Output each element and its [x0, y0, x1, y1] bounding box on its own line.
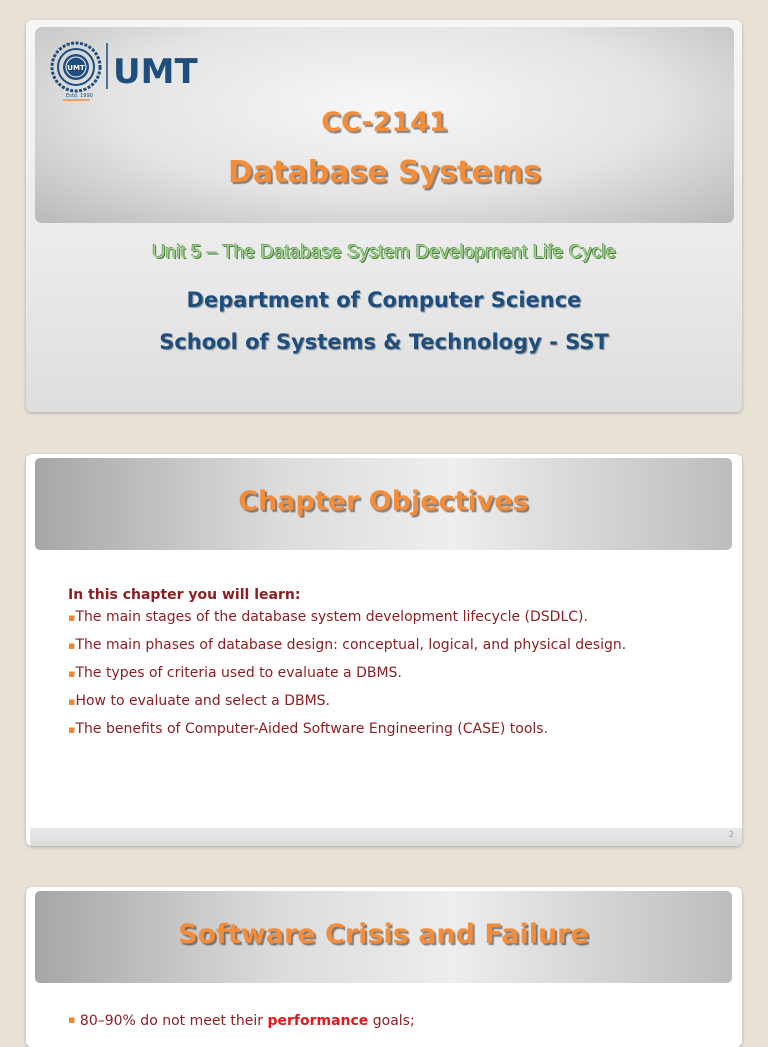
- bullet-icon: ▪: [68, 695, 76, 708]
- slide-title: Chapter Objectives: [238, 486, 529, 517]
- seal-text: UMT: [67, 64, 85, 72]
- objectives-banner: [35, 458, 732, 550]
- estd-text: Estd. 1990: [66, 93, 93, 99]
- bullet-icon: ▪: [68, 1013, 76, 1026]
- umt-logo: [50, 39, 210, 101]
- objectives-list: [68, 587, 708, 750]
- list-item: ▪The benefits of Computer-Aided Software Engineering (CASE) tools.: [68, 721, 549, 737]
- bullet-icon: ▪: [68, 723, 76, 736]
- objectives-slide: [26, 454, 742, 846]
- bullet-icon: ▪: [68, 611, 76, 624]
- school-name: School of Systems & Technology - SST: [159, 330, 609, 354]
- slide-footer: [30, 828, 742, 846]
- list-item: ▪The main phases of database design: conceptual, logical, and physical design.: [68, 637, 627, 653]
- list-item: ▪The main stages of the database system development lifecycle (DSDLC).: [68, 609, 588, 625]
- objectives-heading: In this chapter you will learn:: [68, 587, 301, 603]
- crisis-slide: [26, 887, 742, 1047]
- bullet-icon: ▪: [68, 639, 76, 652]
- page-number: 2: [728, 830, 734, 839]
- umt-seal-icon: [52, 43, 100, 91]
- course-code: CC-2141: [321, 107, 448, 138]
- list-item: ▪How to evaluate and select a DBMS.: [68, 693, 331, 709]
- umt-wordmark: UMT: [113, 52, 198, 92]
- course-title: Database Systems: [228, 155, 541, 190]
- unit-subtitle: Unit 5 – The Database System Development Life Cycle: [151, 242, 617, 263]
- title-banner: [35, 27, 734, 223]
- slide-title: Software Crisis and Failure: [178, 919, 589, 950]
- department-name: Department of Computer Science: [186, 288, 582, 312]
- list-item: ▪ 80–90% do not meet their performance goals;: [68, 1013, 415, 1029]
- list-item: ▪The types of criteria used to evaluate a DBMS.: [68, 665, 402, 681]
- highlight-text: performance: [267, 1013, 369, 1029]
- crisis-banner: [35, 891, 732, 983]
- title-slide: [26, 20, 742, 412]
- bullet-icon: ▪: [68, 667, 76, 680]
